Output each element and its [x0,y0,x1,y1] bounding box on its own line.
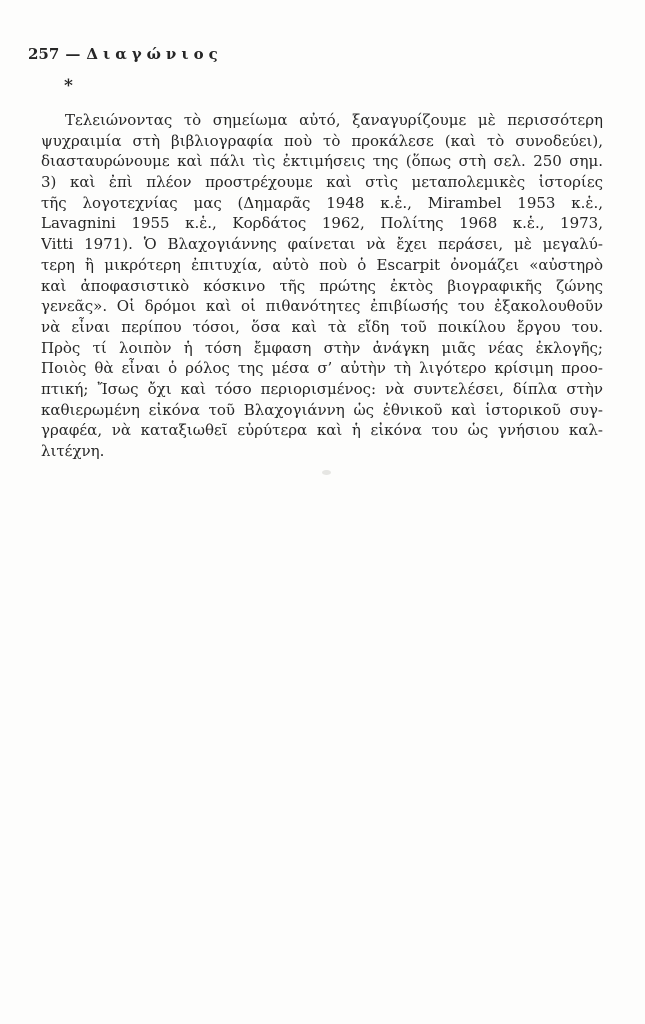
text-line: γραφέα, νὰ καταξιωθεῖ εὐρύτερα καὶ ἡ εἰκόνα του ὡς γνήσιου καλ- [41,421,603,440]
text-line: Τελειώνοντας τὸ σημείωμα αὐτό, ξαναγυρίζουμε μὲ περισσότερη [65,111,603,129]
text-line: λιτέχνη. [41,442,105,460]
text-line: Lavagnini 1955 κ.ἑ., Κορδάτος 1962, Πολίτης 1968 κ.ἑ., 1973, [41,214,603,233]
text-line: γενεᾶς». Οἱ δρόμοι καὶ οἱ πιθανότητες ἐπιβίωσής του ἐξακολουθοῦν [41,297,603,316]
text-line: διασταυρώνουμε καὶ πάλι τὶς ἐκτιμήσεις της (ὅπως στὴ σελ. 250 σημ. [41,152,603,171]
text-line: τερη ἢ μικρότερη ἐπιτυχία, αὐτὸ ποὺ ὁ Escarpit ὀνομάζει «αὐστηρὸ [41,255,603,274]
running-head [28,45,223,63]
journal-title: Διαγώνιος [86,45,223,63]
text-line: καθιερωμένη εἰκόνα τοῦ Βλαχογιάννη ὡς ἐθνικοῦ καὶ ἱστορικοῦ συγ- [41,400,603,419]
dash-separator: — [65,45,81,63]
text-line: πτική; Ἴσως ὄχι καὶ τόσο περιορισμένος: νὰ συντελέσει, δίπλα στὴν [41,379,603,398]
section-separator-asterisk: * [64,76,73,96]
text-line: 3) καὶ ἐπὶ πλέον προστρέχουμε καὶ στὶς μεταπολεμικὲς ἱστορίες [41,173,603,192]
body-paragraph [41,110,603,462]
text-line: καὶ ἀποφασιστικὸ κόσκινο τῆς πρώτης ἐκτὸς βιογραφικῆς ζώνης [41,276,603,295]
text-line: νὰ εἶναι περίπου τόσοι, ὅσα καὶ τὰ εἴδη τοῦ ποικίλου ἔργου του. [41,317,603,336]
text-line: Πρὸς τί λοιπὸν ἡ τόση ἔμφαση στὴν ἀνάγκη μιᾶς νέας ἐκλογῆς; [41,338,603,357]
scan-artifact-speck [322,470,331,475]
text-line: Ποιὸς θὰ εἶναι ὁ ρόλος της μέσα σ’ αὐτὴν τὴ λιγότερο κρίσιμη προο- [41,359,603,378]
text-line: ψυχραιμία στὴ βιβλιογραφία ποὺ τὸ προκάλεσε (καὶ τὸ συνοδεύει), [41,131,603,150]
page-number: 257 [28,45,60,63]
text-line: Vitti 1971). Ὁ Βλαχογιάννης φαίνεται νὰ ἔχει περάσει, μὲ μεγαλύ- [41,235,603,254]
text-line: τῆς λογοτεχνίας μας (Δημαρᾶς 1948 κ.ἑ., Mirambel 1953 κ.ἑ., [41,193,603,212]
